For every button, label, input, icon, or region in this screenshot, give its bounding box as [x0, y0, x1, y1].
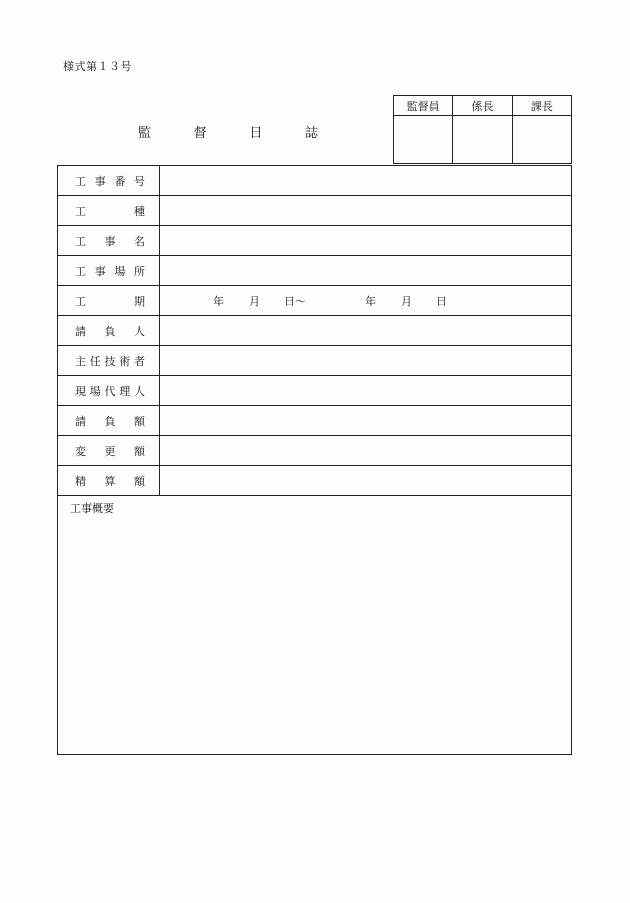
field-work-type[interactable] — [160, 196, 572, 226]
table-row — [58, 466, 572, 496]
table-row — [58, 316, 572, 346]
field-project-number[interactable] — [160, 166, 572, 196]
table-row — [58, 346, 572, 376]
field-construction-period[interactable] — [160, 286, 572, 316]
approval-header-chief: 係長 — [453, 96, 512, 116]
stamp-box-supervisor[interactable] — [394, 116, 453, 164]
overview-label: 工事概要 — [70, 502, 114, 515]
table-row — [58, 256, 572, 286]
field-site-agent[interactable] — [160, 376, 572, 406]
label-contract-amount: 請 負 額 — [58, 406, 160, 436]
period-end-year: 年 — [365, 294, 376, 308]
field-project-name[interactable] — [160, 226, 572, 256]
table-row — [58, 166, 572, 196]
form-number: 様式第１３号 — [63, 60, 132, 73]
label-chief-engineer: 主 任 技 術 者 — [58, 346, 160, 376]
table-row — [58, 406, 572, 436]
approval-header-supervisor: 監督員 — [394, 96, 453, 116]
label-settlement-amount: 精 算 額 — [58, 466, 160, 496]
approval-header-manager: 課長 — [512, 96, 571, 116]
label-site-agent: 現 場 代 理 人 — [58, 376, 160, 406]
document-title: 監 督 日 誌 — [138, 126, 318, 141]
period-start-month: 月 — [249, 294, 260, 308]
label-work-type: 工 種 — [58, 196, 160, 226]
label-project-location: 工 事 場 所 — [58, 256, 160, 286]
field-settlement-amount[interactable] — [160, 466, 572, 496]
period-end-day: 日 — [436, 294, 447, 308]
table-row — [58, 436, 572, 466]
table-row — [58, 376, 572, 406]
field-project-location[interactable] — [160, 256, 572, 286]
period-start-year: 年 — [213, 294, 224, 308]
approval-stamp-table — [393, 95, 572, 164]
stamp-box-chief[interactable] — [453, 116, 512, 164]
label-contractor: 請 負 人 — [58, 316, 160, 346]
table-row — [58, 196, 572, 226]
field-change-amount[interactable] — [160, 436, 572, 466]
label-change-amount: 変 更 額 — [58, 436, 160, 466]
field-contractor[interactable] — [160, 316, 572, 346]
label-construction-period: 工 期 — [58, 286, 160, 316]
project-overview-box[interactable] — [57, 494, 572, 755]
stamp-box-manager[interactable] — [512, 116, 571, 164]
label-project-name: 工 事 名 — [58, 226, 160, 256]
field-chief-engineer[interactable] — [160, 346, 572, 376]
project-info-table — [57, 165, 572, 496]
table-row — [58, 286, 572, 316]
period-end-month: 月 — [401, 294, 412, 308]
label-project-number: 工 事 番 号 — [58, 166, 160, 196]
table-row — [58, 226, 572, 256]
field-contract-amount[interactable] — [160, 406, 572, 436]
period-start-day: 日～ — [284, 294, 306, 308]
